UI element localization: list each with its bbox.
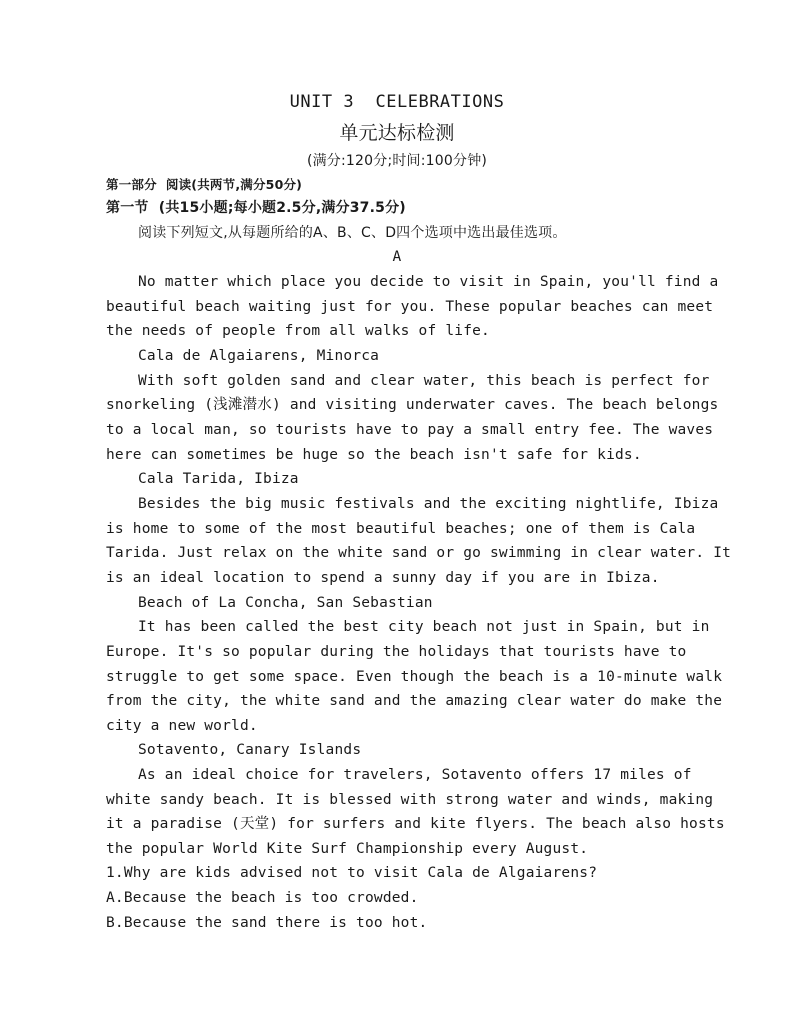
passage-line: As an ideal choice for travelers, Sotavento offers 17 miles of: [138, 767, 692, 783]
subpart-label: 第一节 (共15小题;每小题2.5分,满分37.5分): [106, 200, 406, 216]
passage-line: beautiful beach waiting just for you. These popular beaches can meet: [106, 299, 714, 315]
beach-heading: Cala Tarida, Ibiza: [138, 471, 299, 487]
part-label: 第一部分 阅读(共两节,满分50分): [106, 177, 303, 192]
score-time-note: (满分:120分;时间:100分钟): [306, 153, 488, 169]
beach-heading: Beach of La Concha, San Sebastian: [138, 595, 433, 611]
passage-line: white sandy beach. It is blessed with strong water and winds, making: [106, 792, 714, 808]
question-stem: 1.Why are kids advised not to visit Cala de Algaiarens?: [106, 865, 598, 881]
unit-title: UNIT 3 CELEBRATIONS: [289, 92, 505, 112]
passage-line: city a new world.: [106, 718, 258, 734]
passage-line: No matter which place you decide to visit in Spain, you'll find a: [138, 274, 719, 290]
option-b: B.Because the sand there is too hot.: [106, 915, 428, 931]
passage-line: snorkeling (浅滩潜水) and visiting underwater caves. The beach belongs: [106, 397, 719, 413]
passage-letter: A: [392, 249, 402, 265]
passage-line: is an ideal location to spend a sunny day if you are in Ibiza.: [106, 570, 660, 586]
passage-line: here can sometimes be huge so the beach isn't safe for kids.: [106, 447, 642, 463]
passage-line: With soft golden sand and clear water, this beach is perfect for: [138, 373, 710, 389]
beach-heading: Cala de Algaiarens, Minorca: [138, 348, 380, 364]
passage-line: to a local man, so tourists have to pay a small entry fee. The waves: [106, 422, 714, 438]
passage-line: It has been called the best city beach not just in Spain, but in: [138, 619, 710, 635]
passage-line: is home to some of the most beautiful beaches; one of them is Cala: [106, 521, 696, 537]
instruction-text: 阅读下列短文,从每题所给的A、B、C、D四个选项中选出最佳选项。: [138, 225, 567, 241]
passage-line: struggle to get some space. Even though the beach is a 10-minute walk: [106, 669, 723, 685]
passage-line: it a paradise (天堂) for surfers and kite flyers. The beach also hosts: [106, 816, 725, 832]
passage-line: the needs of people from all walks of life.: [106, 323, 490, 339]
beach-heading: Sotavento, Canary Islands: [138, 742, 362, 758]
passage-line: the popular World Kite Surf Championship every August.: [106, 841, 589, 857]
option-a: A.Because the beach is too crowded.: [106, 890, 419, 906]
passage-line: Tarida. Just relax on the white sand or go swimming in clear water. It: [106, 545, 732, 561]
passage-line: from the city, the white sand and the amazing clear water do make the: [106, 693, 723, 709]
test-title: 单元达标检测: [339, 122, 455, 144]
passage-line: Europe. It's so popular during the holidays that tourists have to: [106, 644, 687, 660]
passage-line: Besides the big music festivals and the exciting nightlife, Ibiza: [138, 496, 719, 512]
